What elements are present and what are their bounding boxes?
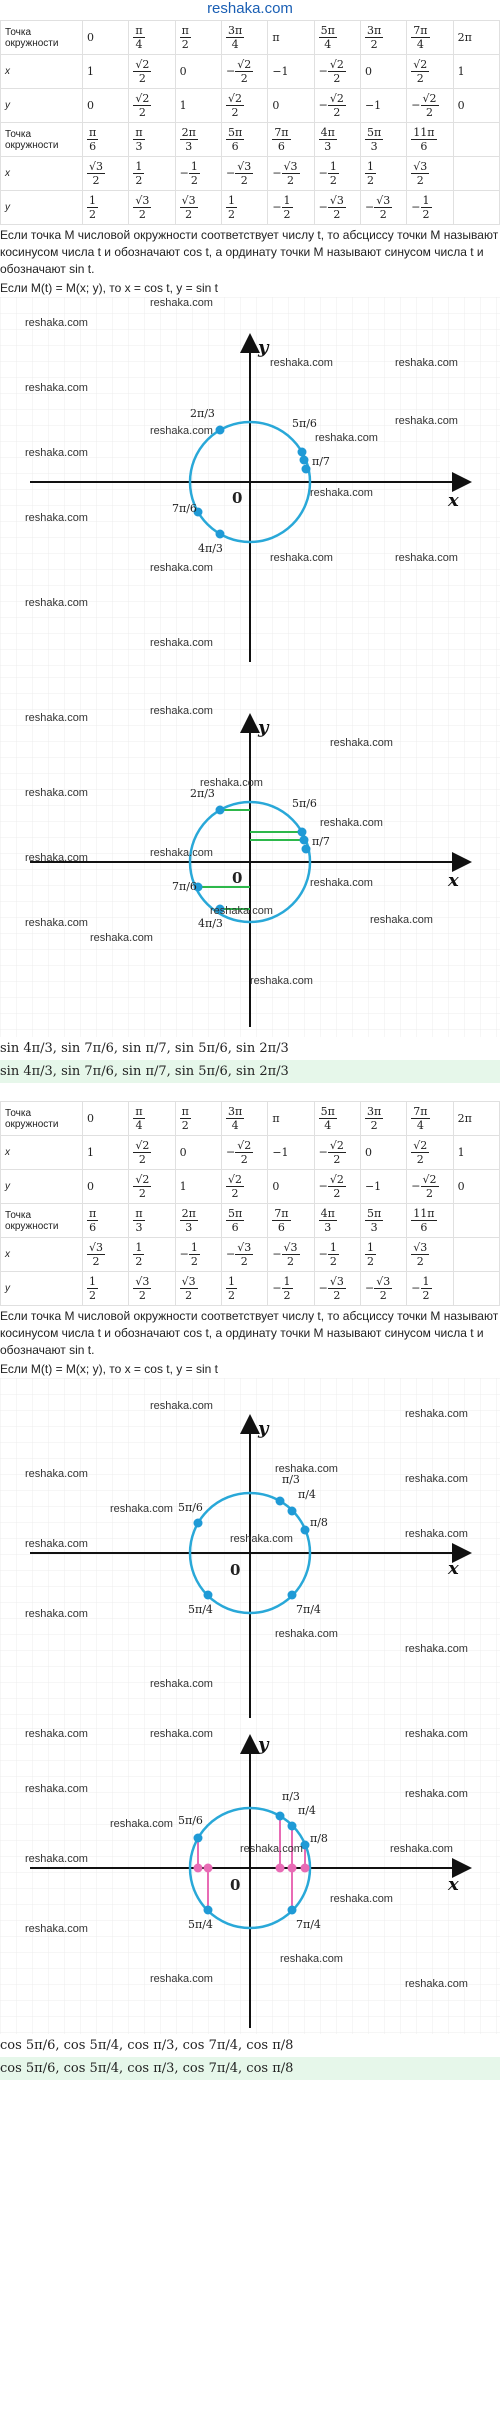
watermark: reshaka.com — [110, 1503, 173, 1515]
watermark: reshaka.com — [90, 932, 153, 944]
origin-label: 0 — [230, 1561, 241, 1579]
site-header[interactable]: reshaka.com — [207, 0, 293, 17]
cell: $\frac{5\pi}{6}$ — [221, 123, 267, 157]
cell: $\frac{11\pi}{6}$ — [407, 123, 453, 157]
answer-sin-order-highlight: sin 4π/3, sin 7π/6, sin π/7, sin 5π/6, sin 2π/3 — [0, 1060, 500, 1083]
label-7pi4: 7π/4 — [296, 1918, 321, 1931]
answer-cos-order: cos 5π/6, cos 5π/4, cos π/3, cos 7π/4, cos π/8 — [0, 2038, 294, 2053]
table-row — [1, 123, 500, 157]
label-5pi4: 5π/4 — [188, 1918, 213, 1931]
cell: $\frac{2\pi}{3}$ — [175, 123, 221, 157]
cell — [453, 1272, 499, 1306]
cell: − $\frac{1}{2}$ — [314, 1238, 360, 1272]
x-axis-label: x — [448, 1874, 459, 1895]
cell: − $\frac{√3}{2}$ — [360, 1272, 406, 1306]
watermark: reshaka.com — [25, 917, 88, 929]
watermark: reshaka.com — [310, 487, 373, 499]
cell: $\frac{\pi}{2}$ — [175, 1102, 221, 1136]
cell: − $\frac{1}{2}$ — [314, 157, 360, 191]
cell: − $\frac{√2}{2}$ — [221, 55, 267, 89]
cell: − $\frac{√3}{2}$ — [221, 157, 267, 191]
definition-formula: Если M(t) = M(x; y), то x = cos t, y = sin t — [0, 281, 218, 295]
cell: − $\frac{√2}{2}$ — [314, 55, 360, 89]
cell: 1 — [453, 55, 499, 89]
watermark: reshaka.com — [110, 1818, 173, 1830]
cell: − $\frac{√2}{2}$ — [407, 1170, 453, 1204]
watermark: reshaka.com — [230, 1533, 293, 1545]
cell: − $\frac{1}{2}$ — [407, 191, 453, 225]
table-row — [1, 1170, 500, 1204]
definition-formula-2: Если M(t) = M(x; y), то x = cos t, y = sin t — [0, 1362, 218, 1376]
cell: −1 — [360, 1170, 406, 1204]
cell: − $\frac{√2}{2}$ — [314, 89, 360, 123]
row-label-point: Точка окружности — [1, 1204, 83, 1238]
cell: 0 — [453, 1170, 499, 1204]
cell: $\frac{7\pi}{6}$ — [268, 1204, 314, 1238]
cell: − $\frac{√2}{2}$ — [407, 89, 453, 123]
watermark: reshaka.com — [405, 1978, 468, 1990]
cell: $\frac{√2}{2}$ — [129, 89, 175, 123]
y-axis-label: y — [258, 337, 269, 358]
watermark: reshaka.com — [250, 975, 313, 987]
unit-circle-graph-2 — [0, 677, 500, 1037]
point-2pi3 — [216, 426, 225, 435]
cell: $\frac{√3}{2}$ — [407, 157, 453, 191]
cell: 0 — [175, 1136, 221, 1170]
cell: 0 — [453, 89, 499, 123]
watermark: reshaka.com — [25, 1728, 88, 1740]
table-row — [1, 55, 500, 89]
watermark: reshaka.com — [25, 787, 88, 799]
cell: − $\frac{√3}{2}$ — [221, 1238, 267, 1272]
unit-circle-graph-3 — [0, 1378, 500, 1728]
watermark: reshaka.com — [25, 1538, 88, 1550]
cell: 1 — [175, 1170, 221, 1204]
watermark: reshaka.com — [405, 1473, 468, 1485]
label-5pi6: 5π/6 — [292, 797, 317, 810]
cell: 0 — [83, 1102, 129, 1136]
cell: $\frac{5\pi}{4}$ — [314, 21, 360, 55]
definition-text: Если точка M числовой окружности соответствует числу t, то абсциссу точки M называют косинусом числа t и обозначают cos t, а ординату точки M называют синусом числа t и обозначают sin t. — [0, 228, 499, 276]
cell: $\frac{1}{2}$ — [221, 191, 267, 225]
cell: $\frac{√2}{2}$ — [129, 55, 175, 89]
watermark: reshaka.com — [25, 1783, 88, 1795]
watermark: reshaka.com — [320, 817, 383, 829]
row-label-y: y — [1, 89, 83, 123]
cell: 0 — [175, 55, 221, 89]
watermark: reshaka.com — [150, 1678, 213, 1690]
watermark: reshaka.com — [150, 847, 213, 859]
cell: 0 — [83, 21, 129, 55]
watermark: reshaka.com — [240, 1843, 303, 1855]
cell: $\frac{√3}{2}$ — [407, 1238, 453, 1272]
watermark: reshaka.com — [330, 1893, 393, 1905]
watermark: reshaka.com — [25, 512, 88, 524]
y-axis-label: y — [258, 1734, 269, 1755]
watermark: reshaka.com — [405, 1528, 468, 1540]
cell: $\frac{√3}{2}$ — [175, 191, 221, 225]
watermark: reshaka.com — [330, 737, 393, 749]
watermark: reshaka.com — [405, 1408, 468, 1420]
watermark: reshaka.com — [150, 637, 213, 649]
cell: 0 — [83, 1170, 129, 1204]
row-label-x: x — [1, 55, 83, 89]
row-label-point: Точка окружности — [1, 123, 83, 157]
table-row — [1, 89, 500, 123]
cell: $\frac{1}{2}$ — [129, 157, 175, 191]
cell: 0 — [360, 55, 406, 89]
cell — [453, 191, 499, 225]
cell — [453, 157, 499, 191]
row-label-point: Точка окружности — [1, 1102, 83, 1136]
watermark: reshaka.com — [25, 382, 88, 394]
watermark: reshaka.com — [280, 1953, 343, 1965]
table-row — [1, 157, 500, 191]
cell: $\frac{\pi}{4}$ — [129, 21, 175, 55]
point-pi7 — [302, 465, 311, 474]
watermark: reshaka.com — [200, 777, 263, 789]
point-5pi6 — [298, 448, 307, 457]
origin-label: 0 — [230, 1876, 241, 1894]
watermark: reshaka.com — [150, 1973, 213, 1985]
cell: $\frac{√3}{2}$ — [83, 1238, 129, 1272]
cell: − $\frac{1}{2}$ — [175, 1238, 221, 1272]
cell: $\frac{√3}{2}$ — [129, 1272, 175, 1306]
watermark: reshaka.com — [25, 1853, 88, 1865]
origin-label: 0 — [232, 869, 243, 887]
cell: 1 — [83, 55, 129, 89]
watermark: reshaka.com — [395, 552, 458, 564]
watermark: reshaka.com — [25, 712, 88, 724]
cell: − $\frac{√3}{2}$ — [360, 191, 406, 225]
watermark: reshaka.com — [25, 1923, 88, 1935]
cell: −1 — [268, 1136, 314, 1170]
label-pi3: π/3 — [282, 1473, 300, 1486]
cell: − $\frac{√3}{2}$ — [268, 1238, 314, 1272]
watermark: reshaka.com — [395, 357, 458, 369]
answer-cos-order-highlight: cos 5π/6, cos 5π/4, cos π/3, cos 7π/4, cos π/8 — [0, 2057, 500, 2080]
watermark: reshaka.com — [150, 425, 213, 437]
cell: $\frac{√2}{2}$ — [221, 89, 267, 123]
row-label-y: y — [1, 191, 83, 225]
cell: $\frac{3\pi}{2}$ — [360, 1102, 406, 1136]
watermark: reshaka.com — [275, 1463, 338, 1475]
label-5pi6: 5π/6 — [292, 417, 317, 430]
row-label-x: x — [1, 1136, 83, 1170]
watermark: reshaka.com — [405, 1643, 468, 1655]
label-pi7: π/7 — [312, 835, 330, 848]
cell: $\frac{7\pi}{4}$ — [407, 1102, 453, 1136]
cell: $\frac{7\pi}{4}$ — [407, 21, 453, 55]
watermark: reshaka.com — [270, 357, 333, 369]
watermark: reshaka.com — [25, 597, 88, 609]
definition-text-2: Если точка M числовой окружности соответствует числу t, то абсциссу точки M называют косинусом числа t и обозначают cos t, а ординату точки M называют синусом числа t и обозначают sin t. — [0, 1309, 499, 1357]
watermark: reshaka.com — [25, 317, 88, 329]
x-axis-label: x — [448, 870, 459, 891]
x-axis-label: x — [448, 1558, 459, 1579]
cell: − $\frac{√2}{2}$ — [221, 1136, 267, 1170]
cell: $\frac{√2}{2}$ — [407, 1136, 453, 1170]
label-4pi3: 4π/3 — [198, 917, 223, 930]
cell: −1 — [268, 55, 314, 89]
label-pi4: π/4 — [298, 1488, 316, 1501]
point-5pi6b — [300, 456, 309, 465]
watermark: reshaka.com — [210, 905, 273, 917]
cell: 2π — [453, 1102, 499, 1136]
cell: $\frac{\pi}{4}$ — [129, 1102, 175, 1136]
table-row — [1, 1102, 500, 1136]
cell: 1 — [453, 1136, 499, 1170]
cell: − $\frac{1}{2}$ — [175, 157, 221, 191]
cell: $\frac{1}{2}$ — [221, 1272, 267, 1306]
row-label-point: Точка окружности — [1, 21, 83, 55]
label-2pi3: 2π/3 — [190, 407, 215, 420]
row-label-x: x — [1, 157, 83, 191]
label-5pi4: 5π/4 — [188, 1603, 213, 1616]
cell: 0 — [268, 89, 314, 123]
cell: $\frac{2\pi}{3}$ — [175, 1204, 221, 1238]
label-2pi3: 2π/3 — [190, 787, 215, 800]
label-7pi6: 7π/6 — [172, 880, 197, 893]
cell: − $\frac{1}{2}$ — [268, 191, 314, 225]
values-table-1 — [0, 20, 500, 225]
y-axis-label: y — [258, 717, 269, 738]
cell: − $\frac{√3}{2}$ — [268, 157, 314, 191]
origin-label: 0 — [232, 489, 243, 507]
watermark: reshaka.com — [25, 1468, 88, 1480]
cell — [453, 1204, 499, 1238]
watermark: reshaka.com — [150, 562, 213, 574]
cell: $\frac{11\pi}{6}$ — [407, 1204, 453, 1238]
row-label-x: x — [1, 1238, 83, 1272]
label-pi7: π/7 — [312, 455, 330, 468]
cell: $\frac{√2}{2}$ — [407, 55, 453, 89]
cell: $\frac{7\pi}{6}$ — [268, 123, 314, 157]
label-pi8: π/8 — [310, 1832, 328, 1845]
cell: 0 — [268, 1170, 314, 1204]
unit-circle-graph-1 — [0, 297, 500, 677]
y-axis-label: y — [258, 1418, 269, 1439]
table-row — [1, 1272, 500, 1306]
watermark: reshaka.com — [25, 447, 88, 459]
cell: $\frac{3\pi}{2}$ — [360, 21, 406, 55]
watermark: reshaka.com — [405, 1788, 468, 1800]
watermark: reshaka.com — [315, 432, 378, 444]
watermark: reshaka.com — [150, 1400, 213, 1412]
label-7pi6: 7π/6 — [172, 502, 197, 515]
cell: $\frac{√2}{2}$ — [221, 1170, 267, 1204]
cell: $\frac{1}{2}$ — [360, 1238, 406, 1272]
row-label-y: y — [1, 1272, 83, 1306]
cell: − $\frac{√2}{2}$ — [314, 1170, 360, 1204]
cell: − $\frac{√3}{2}$ — [314, 1272, 360, 1306]
table-row — [1, 1238, 500, 1272]
cell: $\frac{\pi}{6}$ — [83, 123, 129, 157]
cell: 1 — [175, 89, 221, 123]
cell: $\frac{3\pi}{4}$ — [221, 1102, 267, 1136]
cell: $\frac{\pi}{3}$ — [129, 1204, 175, 1238]
label-pi8: π/8 — [310, 1516, 328, 1529]
point-4pi3 — [216, 530, 225, 539]
table-row — [1, 21, 500, 55]
watermark: reshaka.com — [310, 877, 373, 889]
label-pi4: π/4 — [298, 1804, 316, 1817]
cell: $\frac{\pi}{3}$ — [129, 123, 175, 157]
cell: $\frac{5\pi}{6}$ — [221, 1204, 267, 1238]
cell: $\frac{4\pi}{3}$ — [314, 1204, 360, 1238]
cell: $\frac{3\pi}{4}$ — [221, 21, 267, 55]
cell: − $\frac{√2}{2}$ — [314, 1136, 360, 1170]
cell: $\frac{√3}{2}$ — [175, 1272, 221, 1306]
table-row — [1, 1204, 500, 1238]
watermark: reshaka.com — [370, 914, 433, 926]
cell: $\frac{5\pi}{3}$ — [360, 1204, 406, 1238]
cell — [453, 123, 499, 157]
watermark: reshaka.com — [395, 415, 458, 427]
label-5pi6: 5π/6 — [178, 1501, 203, 1514]
cell: 2π — [453, 21, 499, 55]
watermark: reshaka.com — [150, 705, 213, 717]
cell: − $\frac{1}{2}$ — [407, 1272, 453, 1306]
cell: $\frac{1}{2}$ — [129, 1238, 175, 1272]
watermark: reshaka.com — [25, 852, 88, 864]
row-label-y: y — [1, 1170, 83, 1204]
label-7pi4: 7π/4 — [296, 1603, 321, 1616]
graph-3-svg — [0, 1378, 500, 1728]
cell: $\frac{5\pi}{4}$ — [314, 1102, 360, 1136]
cell: $\frac{5\pi}{3}$ — [360, 123, 406, 157]
table-row — [1, 1136, 500, 1170]
cell: π — [268, 1102, 314, 1136]
watermark: reshaka.com — [150, 297, 213, 309]
table-row — [1, 191, 500, 225]
watermark: reshaka.com — [390, 1843, 453, 1855]
cell: −1 — [360, 89, 406, 123]
watermark: reshaka.com — [275, 1628, 338, 1640]
cell: $\frac{\pi}{6}$ — [83, 1204, 129, 1238]
cell: $\frac{4\pi}{3}$ — [314, 123, 360, 157]
label-pi3: π/3 — [282, 1790, 300, 1803]
cell: 0 — [360, 1136, 406, 1170]
values-table-2 — [0, 1101, 500, 1306]
cell: $\frac{√2}{2}$ — [129, 1136, 175, 1170]
answer-sin-order: sin 4π/3, sin 7π/6, sin π/7, sin 5π/6, sin 2π/3 — [0, 1041, 289, 1056]
cell: $\frac{\pi}{2}$ — [175, 21, 221, 55]
label-5pi6: 5π/6 — [178, 1814, 203, 1827]
cell: 0 — [83, 89, 129, 123]
cell: − $\frac{1}{2}$ — [268, 1272, 314, 1306]
watermark: reshaka.com — [270, 552, 333, 564]
cell: $\frac{√3}{2}$ — [129, 191, 175, 225]
watermark: reshaka.com — [150, 1728, 213, 1740]
unit-circle-graph-4 — [0, 1728, 500, 2034]
cell — [453, 1238, 499, 1272]
label-4pi3: 4π/3 — [198, 542, 223, 555]
cell: $\frac{1}{2}$ — [83, 1272, 129, 1306]
watermark: reshaka.com — [405, 1728, 468, 1740]
cell: − $\frac{√3}{2}$ — [314, 191, 360, 225]
cell: 1 — [83, 1136, 129, 1170]
x-axis-label: x — [448, 490, 459, 511]
cell: π — [268, 21, 314, 55]
cell: $\frac{1}{2}$ — [360, 157, 406, 191]
cell: $\frac{1}{2}$ — [83, 191, 129, 225]
graph-1-svg — [0, 297, 500, 677]
cell: $\frac{√2}{2}$ — [129, 1170, 175, 1204]
watermark: reshaka.com — [25, 1608, 88, 1620]
cell: $\frac{√3}{2}$ — [83, 157, 129, 191]
